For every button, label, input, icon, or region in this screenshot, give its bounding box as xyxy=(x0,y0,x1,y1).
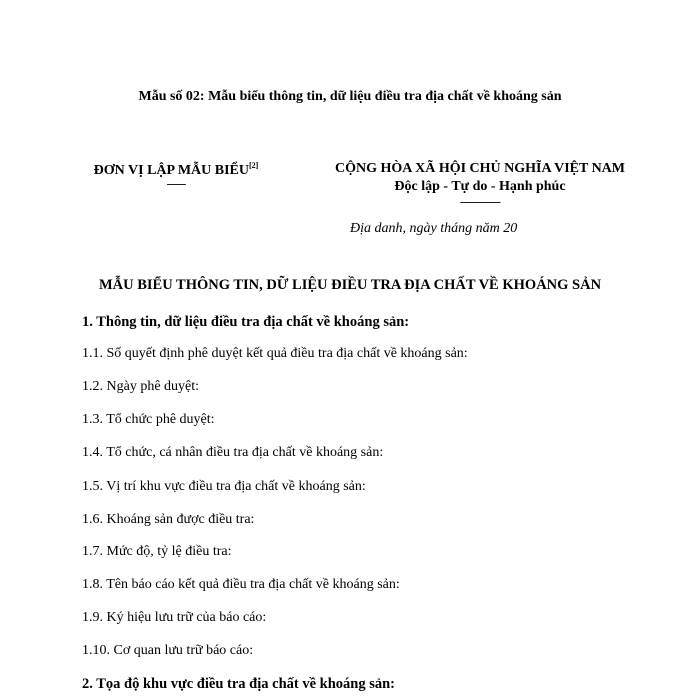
field-1-8: 1.8. Tên báo cáo kết quả điều tra địa chất về khoáng sản: xyxy=(82,577,400,592)
section-heading-2: 2. Tọa độ khu vực điều tra địa chất về khoáng sản: xyxy=(82,676,395,692)
field-1-6: 1.6. Khoáng sản được điều tra: xyxy=(82,512,255,527)
field-1-4: 1.4. Tổ chức, cá nhân điều tra địa chất về khoáng sản: xyxy=(82,445,384,460)
form-title: MẪU BIỂU THÔNG TIN, DỮ LIỆU ĐIỀU TRA ĐỊA CHẤT VỀ KHOÁNG SẢN xyxy=(98,277,602,293)
field-1-10: 1.10. Cơ quan lưu trữ báo cáo: xyxy=(82,643,254,658)
field-1-1: 1.1. Số quyết định phê duyệt kết quả điều tra địa chất về khoáng sản: xyxy=(82,346,468,361)
issuing-unit-divider: ------- xyxy=(166,178,186,190)
place-date-line: Địa danh, ngày tháng năm 20 xyxy=(350,221,518,236)
section-heading-1: 1. Thông tin, dữ liệu điều tra địa chất về khoáng sản: xyxy=(82,314,410,330)
footnote-ref: [2] xyxy=(248,161,259,170)
field-1-7: 1.7. Mức độ, tỷ lệ điều tra: xyxy=(82,544,232,559)
issuing-unit-label xyxy=(76,161,276,179)
field-1-5: 1.5. Vị trí khu vực điều tra địa chất về khoáng sản: xyxy=(82,479,366,494)
field-1-3: 1.3. Tổ chức phê duyệt: xyxy=(82,412,215,427)
issuing-unit-text: ĐƠN VỊ LẬP MẪU BIỂU xyxy=(93,163,249,178)
national-title: CỘNG HÒA XÃ HỘI CHỦ NGHĨA VIỆT NAM xyxy=(334,161,625,176)
national-motto: Độc lập - Tự do - Hạnh phúc xyxy=(394,179,566,194)
motto-divider: --------------- xyxy=(460,196,500,208)
field-1-9: 1.9. Ký hiệu lưu trữ của báo cáo: xyxy=(82,610,267,625)
form-number-caption: Mẫu số 02: Mẫu biểu thông tin, dữ liệu điều tra địa chất về khoáng sản xyxy=(138,89,562,104)
field-1-2: 1.2. Ngày phê duyệt: xyxy=(82,379,200,394)
